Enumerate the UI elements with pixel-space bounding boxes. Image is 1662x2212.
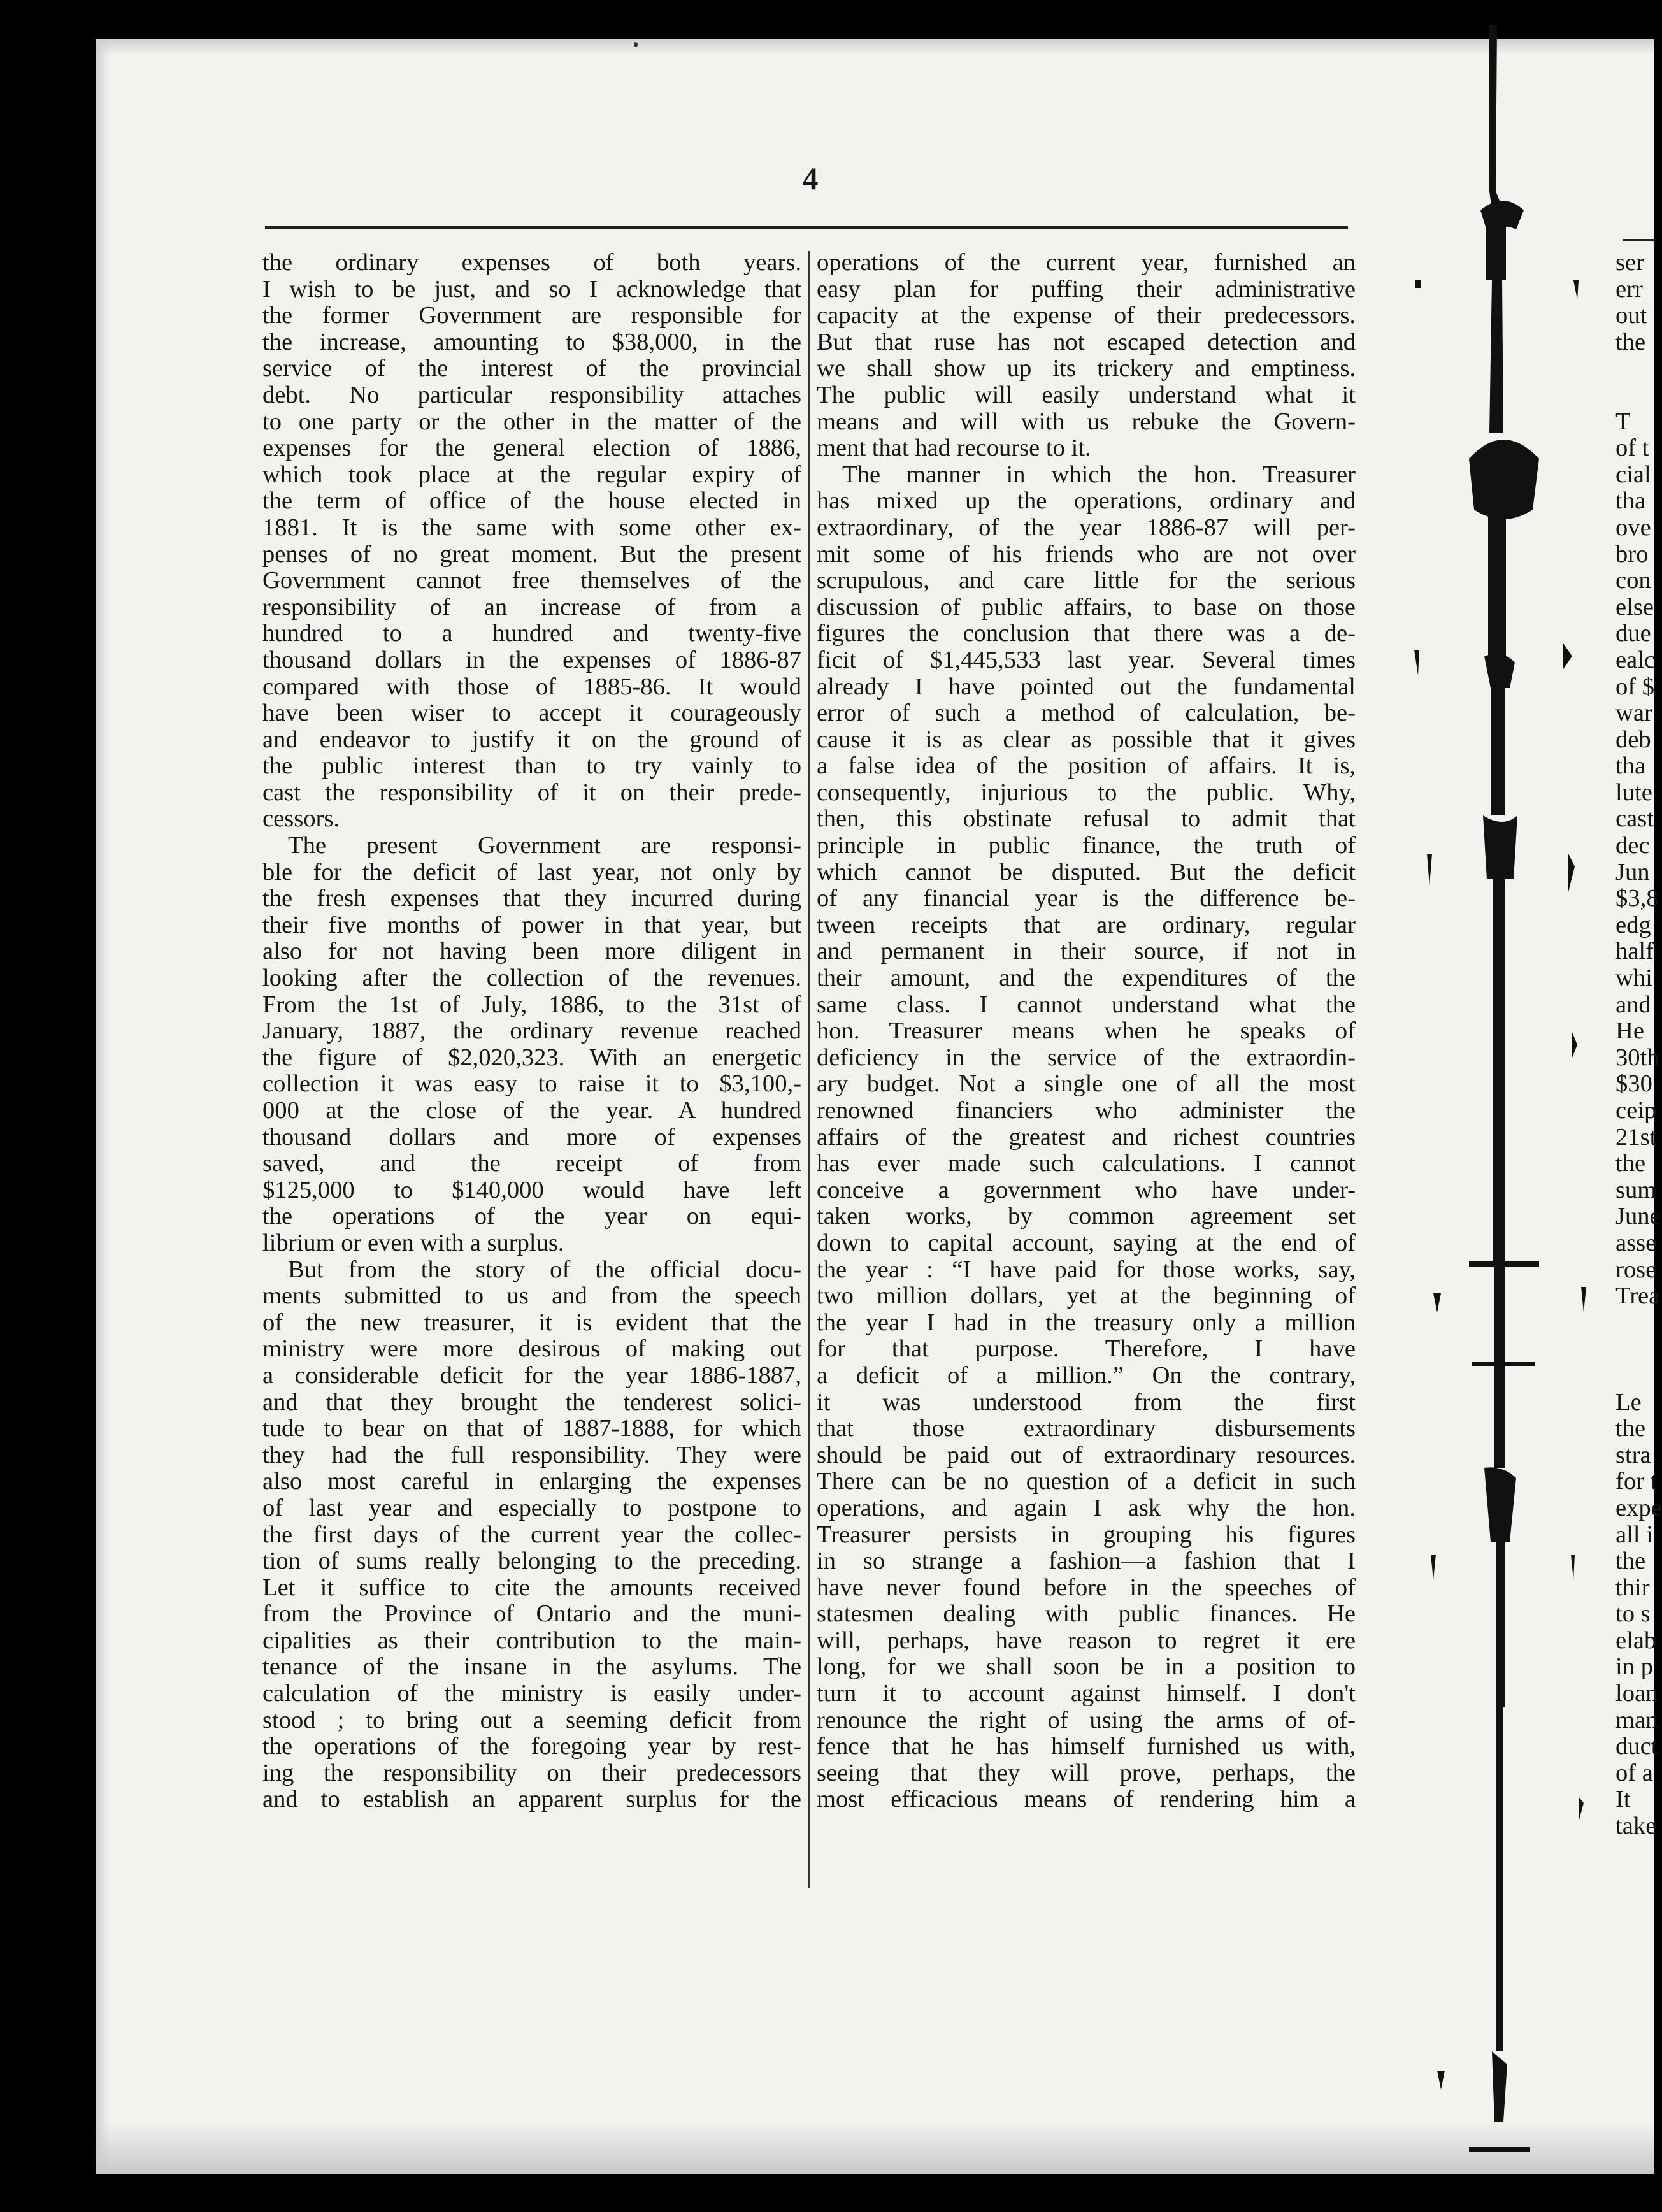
text-line: two million dollars, yet at the beginning of bbox=[817, 1282, 1356, 1310]
text-line: the term of office of the house elected in bbox=[262, 487, 801, 515]
text-line: the former Government are responsible for bbox=[262, 302, 801, 329]
text-line: cessors. bbox=[262, 805, 340, 833]
text-line: tion of sums really belonging to the preceding. bbox=[262, 1548, 801, 1575]
text-line: ary budget. Not a single one of all the most bbox=[817, 1070, 1356, 1098]
next-page-line-fragment: the bbox=[1615, 1548, 1646, 1575]
text-line: ble for the deficit of last year, not only by bbox=[262, 858, 801, 886]
text-line: the operations of the year on equi- bbox=[262, 1203, 801, 1230]
text-line: a deficit of a million.” On the contrary, bbox=[817, 1361, 1356, 1389]
text-line: expenses for the general election of 1886, bbox=[262, 434, 801, 462]
next-page-line-fragment bbox=[1615, 1336, 1654, 1363]
next-page-line-fragment: loan bbox=[1615, 1680, 1658, 1707]
next-page-line-fragment: cial bbox=[1615, 461, 1651, 488]
text-line: Treasurer persists in grouping his figures bbox=[817, 1521, 1356, 1548]
text-line: ing the responsibility on their predecessors bbox=[262, 1759, 801, 1786]
text-line: From the 1st of July, 1886, to the 31st of bbox=[262, 991, 801, 1018]
text-line: which took place at the regular expiry of bbox=[262, 461, 801, 488]
text-line: looking after the collection of the revenues. bbox=[262, 965, 801, 992]
text-line: calculation of the ministry is easily under- bbox=[262, 1680, 801, 1707]
next-page-line-fragment: the bbox=[1615, 328, 1646, 356]
text-line: their amount, and the expenditures of the bbox=[817, 965, 1356, 992]
text-line: will, perhaps, have reason to regret it ere bbox=[817, 1627, 1356, 1654]
next-page-line-fragment: in p bbox=[1615, 1653, 1653, 1681]
text-line: renowned financiers who administer the bbox=[817, 1097, 1356, 1124]
text-line: thousand dollars and more of expenses bbox=[262, 1123, 801, 1151]
text-line: means and will with us rebuke the Govern- bbox=[817, 408, 1356, 435]
next-page-line-fragment: for t bbox=[1615, 1468, 1658, 1495]
text-line: But from the story of the official docu- bbox=[288, 1256, 801, 1283]
text-line: ment that had recourse to it. bbox=[817, 434, 1091, 462]
next-page-line-fragment: half bbox=[1615, 938, 1654, 965]
text-line: cast the responsibility of it on their prede- bbox=[262, 779, 801, 806]
column-divider bbox=[808, 251, 810, 1888]
text-line: Let it suffice to cite the amounts received bbox=[262, 1574, 801, 1601]
text-line: The manner in which the hon. Treasurer bbox=[842, 461, 1356, 488]
text-line: service of the interest of the provincial bbox=[262, 355, 801, 382]
next-page-line-fragment: bro bbox=[1615, 540, 1649, 568]
text-line: which cannot be disputed. But the deficit bbox=[817, 858, 1356, 886]
text-line: taken works, by common agreement set bbox=[817, 1203, 1356, 1230]
text-line: has ever made such calculations. I cannot bbox=[817, 1150, 1356, 1177]
text-line: saved, and the receipt of from bbox=[262, 1150, 801, 1177]
next-page-text-fragment bbox=[1615, 249, 1662, 1840]
text-line: and that they brought the tenderest solici- bbox=[262, 1388, 801, 1416]
text-line: for that purpose. Therefore, I have bbox=[817, 1335, 1356, 1363]
next-page-line-fragment: Jun bbox=[1615, 858, 1650, 886]
text-line: also most careful in enlarging the expenses bbox=[262, 1468, 801, 1495]
text-line: consequently, injurious to the public. Why, bbox=[817, 779, 1356, 806]
text-line: mit some of his friends who are not over bbox=[817, 540, 1356, 568]
next-page-line-fragment: expe bbox=[1615, 1494, 1662, 1521]
text-line: January, 1887, the ordinary revenue reached bbox=[262, 1017, 801, 1045]
next-page-line-fragment: deb bbox=[1615, 726, 1651, 753]
next-page-line-fragment: ser bbox=[1615, 249, 1644, 276]
next-page-line-fragment: June bbox=[1615, 1203, 1661, 1230]
left-text-column bbox=[262, 250, 801, 1813]
text-line: and to establish an apparent surplus for the bbox=[262, 1786, 801, 1813]
text-line: should be paid out of extraordinary resources. bbox=[817, 1441, 1356, 1469]
text-line: the increase, amounting to $38,000, in the bbox=[262, 328, 801, 356]
next-page-line-fragment: stra bbox=[1615, 1441, 1651, 1469]
text-line: have never found before in the speeches of bbox=[817, 1574, 1356, 1601]
text-line: The present Government are responsi- bbox=[288, 832, 801, 859]
next-page-line-fragment: It bbox=[1615, 1786, 1631, 1813]
next-page-line-fragment: whi bbox=[1615, 965, 1652, 992]
next-page-line-fragment: ove bbox=[1615, 514, 1651, 541]
text-line: the ordinary expenses of both years. bbox=[262, 249, 801, 276]
text-line: turn it to account against himself. I don't bbox=[817, 1680, 1356, 1707]
next-page-line-fragment: 30th bbox=[1615, 1044, 1659, 1071]
text-line: operations of the current year, furnished an bbox=[817, 249, 1356, 276]
text-line: The public will easily understand what it bbox=[817, 381, 1356, 408]
text-line: stood ; to bring out a seeming deficit from bbox=[262, 1706, 801, 1734]
text-line: conceive a government who have under- bbox=[817, 1176, 1356, 1203]
next-page-line-fragment: elab bbox=[1615, 1627, 1657, 1654]
text-line: same class. I cannot understand what the bbox=[817, 991, 1356, 1018]
text-line: ments submitted to us and from the speech bbox=[262, 1282, 801, 1310]
text-line: responsibility of an increase of from a bbox=[262, 593, 801, 621]
next-page-line-fragment: edg bbox=[1615, 911, 1651, 938]
text-line: cipalities as their contribution to the main- bbox=[262, 1627, 801, 1654]
text-line: There can be no question of a deficit in such bbox=[817, 1468, 1356, 1495]
text-line: tude to bear on that of 1887-1888, for which bbox=[262, 1415, 801, 1442]
text-line: long, for we shall soon be in a position to bbox=[817, 1653, 1356, 1681]
next-page-line-fragment: lute bbox=[1615, 779, 1652, 806]
next-page-line-fragment bbox=[1615, 382, 1654, 409]
text-line: in so strange a fashion—a fashion that I bbox=[817, 1548, 1356, 1575]
next-page-line-fragment: out bbox=[1615, 302, 1647, 329]
text-line: the operations of the foregoing year by rest- bbox=[262, 1733, 801, 1760]
next-page-line-fragment: dec bbox=[1615, 832, 1650, 859]
text-line: a considerable deficit for the year 1886-1887, bbox=[262, 1361, 801, 1389]
text-line: the fresh expenses that they incurred during bbox=[262, 885, 801, 912]
text-line: tween receipts that are ordinary, regular bbox=[817, 911, 1356, 938]
next-page-line-fragment: the bbox=[1615, 1150, 1646, 1177]
text-line: $125,000 to $140,000 would have left bbox=[262, 1176, 801, 1203]
text-line: also for not having been more diligent in bbox=[262, 938, 801, 965]
next-page-line-fragment: of $ bbox=[1615, 673, 1655, 700]
page-number: 4 bbox=[802, 161, 819, 196]
text-line: affairs of the greatest and richest countries bbox=[817, 1123, 1356, 1151]
text-line: But that ruse has not escaped detection and bbox=[817, 328, 1356, 356]
scan-speck bbox=[634, 42, 638, 47]
next-page-line-fragment: T bbox=[1615, 408, 1631, 435]
next-page-line-fragment bbox=[1615, 356, 1654, 382]
text-line: deficiency in the service of the extraordin- bbox=[817, 1044, 1356, 1071]
header-rule bbox=[265, 226, 1348, 229]
text-line: the year : “I have paid for those works, say, bbox=[817, 1256, 1356, 1283]
page-edge-shadow-left bbox=[96, 40, 110, 2174]
text-line: capacity at the expense of their predecessors. bbox=[817, 302, 1356, 329]
text-line: principle in public finance, the truth of bbox=[817, 832, 1356, 859]
next-page-line-fragment: ceip bbox=[1615, 1097, 1657, 1124]
text-line: librium or even with a surplus. bbox=[262, 1229, 564, 1256]
next-page-line-fragment: Le bbox=[1615, 1388, 1642, 1416]
next-page-line-fragment: of a bbox=[1615, 1759, 1653, 1786]
text-line: hundred to a hundred and twenty-five bbox=[262, 620, 801, 647]
text-line: from the Province of Ontario and the muni- bbox=[262, 1600, 801, 1628]
text-line: of any financial year is the difference be- bbox=[817, 885, 1356, 912]
next-page-line-fragment: $3,8 bbox=[1615, 885, 1659, 912]
text-line: most efficacious means of rendering him a bbox=[817, 1786, 1356, 1813]
text-line: down to capital account, saying at the end of bbox=[817, 1229, 1356, 1256]
text-line: of the new treasurer, it is evident that the bbox=[262, 1309, 801, 1336]
text-line: their five months of power in that year, but bbox=[262, 911, 801, 938]
next-page-line-fragment: tha bbox=[1615, 752, 1646, 780]
binding-gutter-shadow bbox=[1408, 0, 1650, 2212]
next-page-line-fragment: err bbox=[1615, 275, 1643, 303]
text-line: have been wiser to accept it courageously bbox=[262, 700, 801, 727]
next-page-line-fragment: rose bbox=[1615, 1256, 1657, 1283]
next-page-line-fragment: war bbox=[1615, 700, 1652, 727]
next-page-line-fragment: else bbox=[1615, 593, 1654, 621]
text-line: then, this obstinate refusal to admit that bbox=[817, 805, 1356, 833]
text-line: we shall show up its trickery and emptiness. bbox=[817, 355, 1356, 382]
text-line: that those extraordinary disbursements bbox=[817, 1415, 1356, 1442]
text-line: penses of no great moment. But the present bbox=[262, 540, 801, 568]
next-page-line-fragment: cast bbox=[1615, 805, 1654, 833]
next-page-line-fragment: 21st bbox=[1615, 1123, 1657, 1151]
text-line: fence that he has himself furnished us with, bbox=[817, 1733, 1356, 1760]
text-line: 000 at the close of the year. A hundred bbox=[262, 1097, 801, 1124]
next-page-line-fragment bbox=[1615, 1363, 1654, 1390]
middle-text-column bbox=[817, 250, 1356, 1813]
binding-gutter bbox=[1408, 0, 1650, 2212]
next-page-line-fragment: and bbox=[1615, 991, 1651, 1018]
text-line: the first days of the current year the collec- bbox=[262, 1521, 801, 1548]
text-line: to one party or the other in the matter of the bbox=[262, 408, 801, 435]
next-page-line-fragment: take bbox=[1615, 1813, 1657, 1840]
next-page-line-fragment: the bbox=[1615, 1415, 1646, 1442]
text-line: Government cannot free themselves of the bbox=[262, 567, 801, 594]
text-line: figures the conclusion that there was a de- bbox=[817, 620, 1356, 647]
next-page-line-fragment bbox=[1615, 1310, 1654, 1337]
text-line: 1881. It is the same with some other ex- bbox=[262, 514, 801, 541]
text-line: extraordinary, of the year 1886-87 will per- bbox=[817, 514, 1356, 541]
text-line: tenance of the insane in the asylums. The bbox=[262, 1653, 801, 1681]
text-line: the public interest than to try vainly to bbox=[262, 752, 801, 780]
text-line: of last year and especially to postpone to bbox=[262, 1494, 801, 1521]
text-line: error of such a method of calculation, be- bbox=[817, 700, 1356, 727]
text-line: has mixed up the operations, ordinary and bbox=[817, 487, 1356, 515]
text-line: and endeavor to justify it on the ground of bbox=[262, 726, 801, 753]
text-line: easy plan for puffing their administrative bbox=[817, 275, 1356, 303]
text-line: and permanent in their source, if not in bbox=[817, 938, 1356, 965]
text-line: renounce the right of using the arms of of- bbox=[817, 1706, 1356, 1734]
text-line: the figure of $2,020,323. With an energetic bbox=[262, 1044, 801, 1071]
text-line: ministry were more desirous of making out bbox=[262, 1335, 801, 1363]
text-line: a false idea of the position of affairs. It is, bbox=[817, 752, 1356, 780]
text-line: collection it was easy to raise it to $3,100,- bbox=[262, 1070, 801, 1098]
next-page-line-fragment: sum bbox=[1615, 1176, 1657, 1203]
text-line: operations, and again I ask why the hon. bbox=[817, 1494, 1356, 1521]
next-page-line-fragment: Trea bbox=[1615, 1282, 1660, 1310]
text-line: hon. Treasurer means when he speaks of bbox=[817, 1017, 1356, 1045]
text-line: compared with those of 1885-86. It would bbox=[262, 673, 801, 700]
next-page-line-fragment: He bbox=[1615, 1017, 1644, 1045]
next-page-line-fragment: man bbox=[1615, 1706, 1658, 1734]
next-page-line-fragment: all i bbox=[1615, 1521, 1653, 1548]
text-line: it was understood from the first bbox=[817, 1388, 1356, 1416]
next-page-line-fragment: con bbox=[1615, 567, 1651, 594]
text-line: they had the full responsibility. They were bbox=[262, 1441, 801, 1469]
text-line: scrupulous, and care little for the serious bbox=[817, 567, 1356, 594]
text-line: seeing that they will prove, perhaps, the bbox=[817, 1759, 1356, 1786]
text-line: already I have pointed out the fundamental bbox=[817, 673, 1356, 700]
text-line: statesmen dealing with public finances. He bbox=[817, 1600, 1356, 1628]
next-page-line-fragment: to s bbox=[1615, 1600, 1651, 1628]
next-page-line-fragment: due bbox=[1615, 620, 1651, 647]
next-page-line-fragment: ealc bbox=[1615, 646, 1656, 673]
text-line: cause it is as clear as possible that it gives bbox=[817, 726, 1356, 753]
text-line: ficit of $1,445,533 last year. Several times bbox=[817, 646, 1356, 673]
text-line: thousand dollars in the expenses of 1886-87 bbox=[262, 646, 801, 673]
text-line: the year I had in the treasury only a million bbox=[817, 1309, 1356, 1336]
text-line: discussion of public affairs, to base on those bbox=[817, 593, 1356, 621]
next-page-line-fragment: $30 bbox=[1615, 1070, 1652, 1098]
text-line: debt. No particular responsibility attaches bbox=[262, 381, 801, 408]
next-page-line-fragment: asse bbox=[1615, 1229, 1657, 1256]
text-line: I wish to be just, and so I acknowledge that bbox=[262, 275, 801, 303]
next-page-line-fragment: thir bbox=[1615, 1574, 1650, 1601]
next-page-line-fragment: duct bbox=[1615, 1733, 1658, 1760]
next-page-line-fragment: tha bbox=[1615, 487, 1646, 515]
next-page-line-fragment: of t bbox=[1615, 434, 1649, 462]
